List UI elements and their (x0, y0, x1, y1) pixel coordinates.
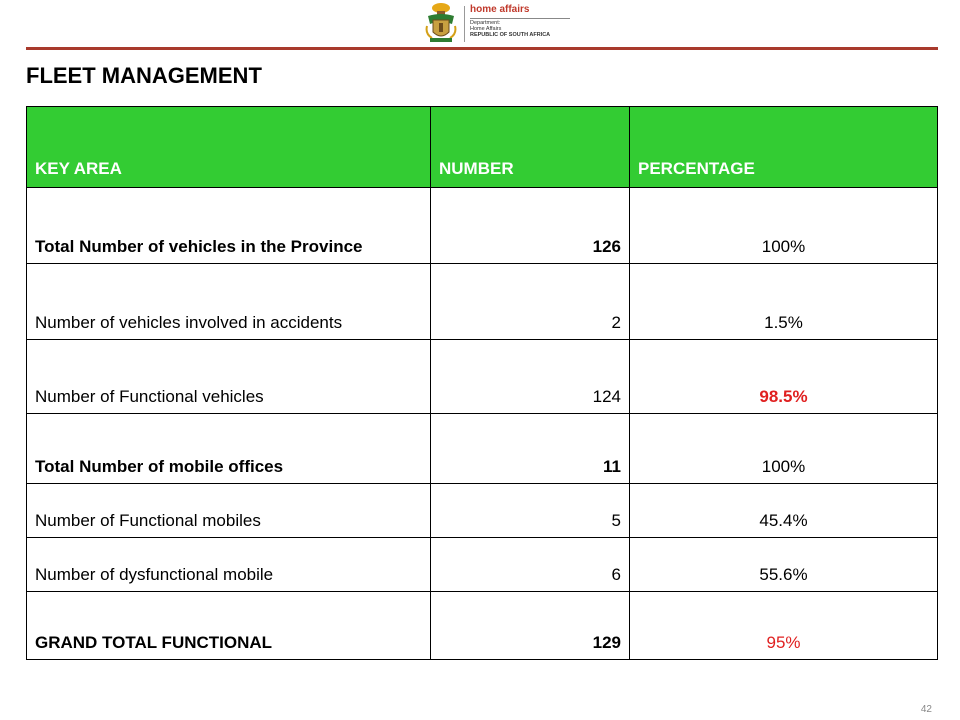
header-rule (26, 47, 938, 50)
percentage-cell: 55.6% (630, 538, 938, 592)
key-area-cell: Number of Functional mobiles (27, 484, 431, 538)
number-cell: 6 (431, 538, 630, 592)
table-row (27, 188, 938, 264)
dept-line-1: Department: (470, 20, 501, 26)
percentage-cell: 100% (630, 188, 938, 264)
page-title: FLEET MANAGEMENT (26, 63, 262, 88)
column-header-percentage: PERCENTAGE (630, 107, 938, 188)
column-header-number: NUMBER (431, 107, 630, 188)
percentage-cell: 1.5% (630, 264, 938, 340)
key-area-cell: GRAND TOTAL FUNCTIONAL (27, 592, 431, 660)
table-row (27, 340, 938, 414)
department-logo (424, 0, 574, 48)
table-header-row (27, 107, 938, 188)
key-area-cell: Number of Functional vehicles (27, 340, 431, 414)
table-row (27, 592, 938, 660)
coat-of-arms-icon (424, 2, 458, 44)
key-area-cell: Total Number of mobile offices (27, 414, 431, 484)
percentage-cell: 100% (630, 414, 938, 484)
number-cell: 124 (431, 340, 630, 414)
percentage-cell: 95% (630, 592, 938, 660)
brand-name: home affairs (470, 4, 530, 15)
table-row (27, 538, 938, 592)
number-cell: 11 (431, 414, 630, 484)
table-row (27, 414, 938, 484)
number-cell: 129 (431, 592, 630, 660)
key-area-cell: Total Number of vehicles in the Province (27, 188, 431, 264)
number-cell: 5 (431, 484, 630, 538)
logo-divider (464, 6, 465, 42)
table-row (27, 484, 938, 538)
page-number: 42 (920, 704, 932, 715)
percentage-cell: 45.4% (630, 484, 938, 538)
number-cell: 2 (431, 264, 630, 340)
brand-rule (470, 18, 570, 19)
key-area-cell: Number of dysfunctional mobile (27, 538, 431, 592)
number-cell: 126 (431, 188, 630, 264)
dept-line-3: REPUBLIC OF SOUTH AFRICA (470, 32, 551, 38)
table-row (27, 264, 938, 340)
fleet-table (26, 106, 938, 660)
department-lines (470, 20, 550, 38)
column-header-key-area: KEY AREA (27, 107, 431, 188)
dept-line-2: Home Affairs (470, 26, 502, 32)
key-area-cell: Number of vehicles involved in accidents (27, 264, 431, 340)
percentage-cell: 98.5% (630, 340, 938, 414)
